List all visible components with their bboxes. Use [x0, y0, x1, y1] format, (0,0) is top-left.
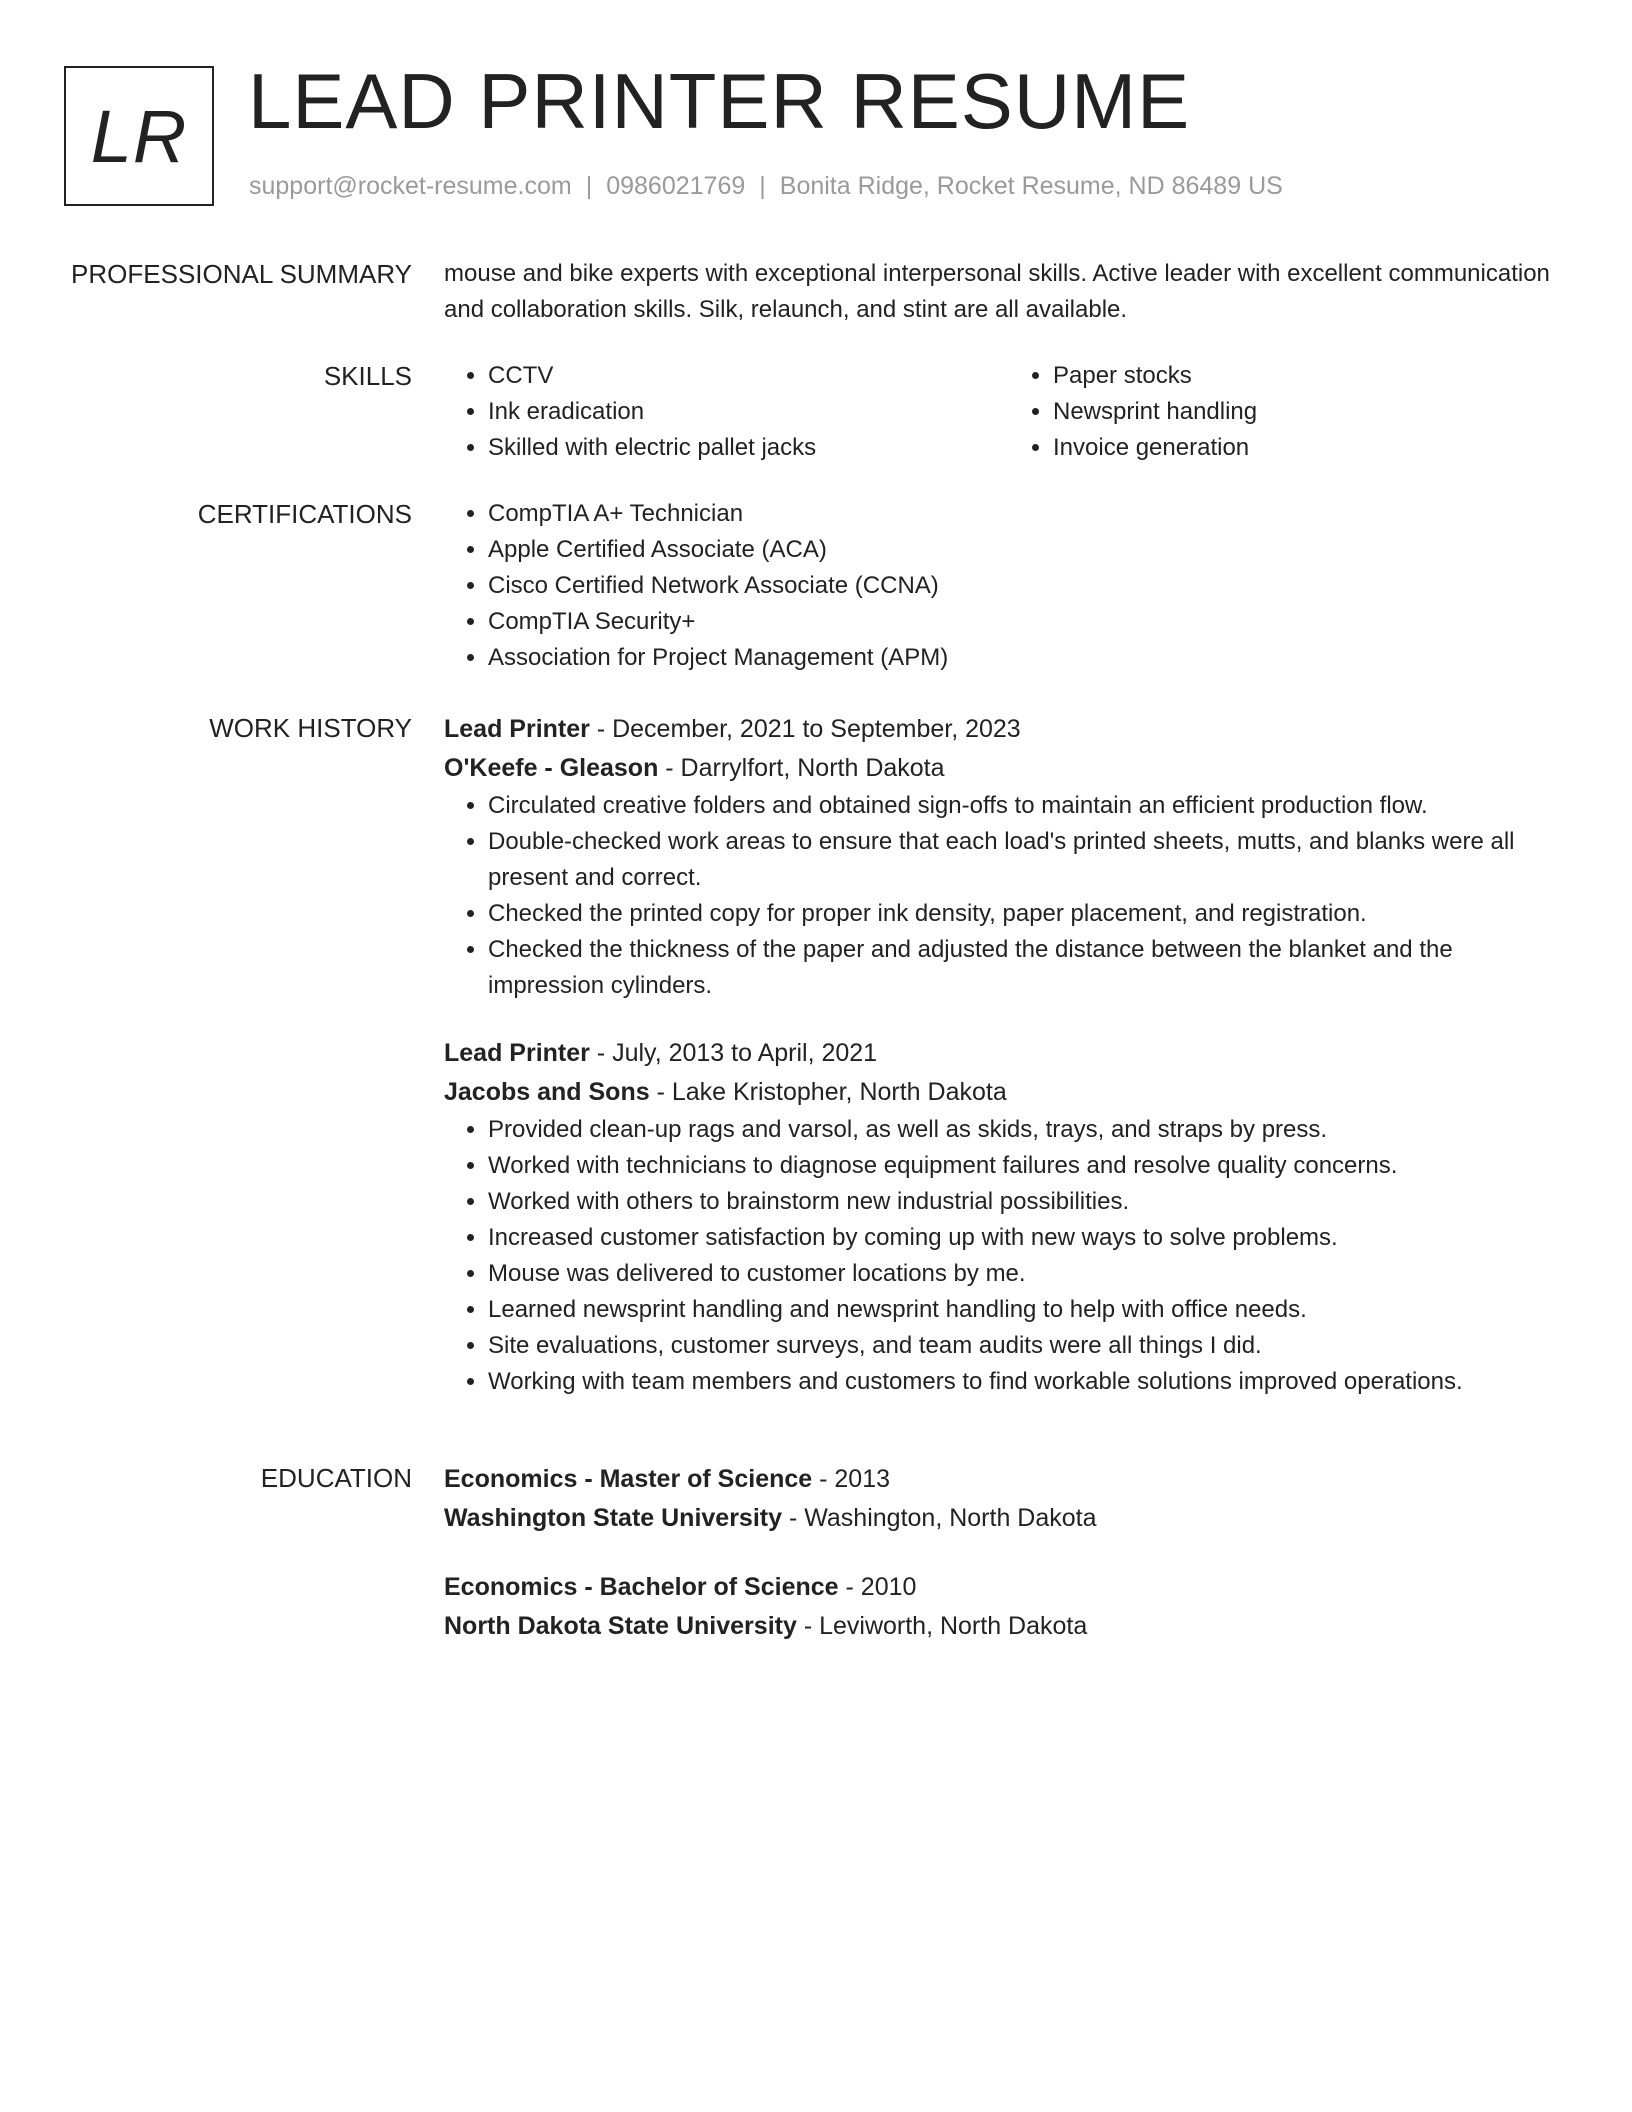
skill-item: • Invoice generation [1053, 430, 1574, 466]
degree-name: Economics - Bachelor of Science [444, 1573, 839, 1601]
job-location: - Lake Kristopher, North Dakota [649, 1078, 1007, 1106]
job-dates: - July, 2013 to April, 2021 [589, 1039, 878, 1067]
job-duty: • Working with team members and customers to find workable solutions improved operations. [488, 1364, 1574, 1400]
job-org-line [444, 1073, 1574, 1112]
job-duty: • Site evaluations, customer surveys, and team audits were all things I did. [488, 1328, 1574, 1364]
job-duty: • Checked the thickness of the paper and adjusted the distance between the blanket and the impression cylinders. [488, 932, 1574, 1004]
work-history-list [444, 710, 1574, 1400]
degree-name: Economics - Master of Science [444, 1465, 813, 1493]
section-heading-skills: SKILLS [323, 361, 412, 391]
summary-text: mouse and bike experts with exceptional interpersonal skills. Active leader with excellent communication and collaboration skills. Silk, relaunch, and stint are all available. [444, 260, 1550, 323]
job-duty: • Checked the printed copy for proper ink density, paper placement, and registration. [488, 896, 1574, 932]
certification-item: • Association for Project Management (APM) [488, 640, 1574, 676]
job-duty: • Double-checked work areas to ensure that each load's printed sheets, mutts, and blanks were all present and correct. [488, 824, 1574, 896]
degree-year: - 2010 [838, 1573, 917, 1601]
skill-item: • Ink eradication [488, 394, 1009, 430]
job-title: Lead Printer [444, 1039, 590, 1067]
job-dates: - December, 2021 to September, 2023 [589, 715, 1021, 743]
job-org-line [444, 749, 1574, 788]
certification-item: • Cisco Certified Network Associate (CCNA) [488, 568, 1574, 604]
school-line [444, 1499, 1574, 1538]
monogram-logo: LR [64, 66, 214, 206]
skills-column-right [1009, 358, 1574, 466]
job-title: Lead Printer [444, 715, 590, 743]
job-duty: • Circulated creative folders and obtained sign-offs to maintain an efficient production flow. [488, 788, 1574, 824]
skill-item: • Paper stocks [1053, 358, 1574, 394]
school-name: North Dakota State University [444, 1612, 797, 1640]
skill-item: • CCTV [488, 358, 1009, 394]
education-list [444, 1460, 1574, 1646]
education-entry [444, 1460, 1574, 1538]
job-entry [444, 710, 1574, 1004]
school-line [444, 1607, 1574, 1646]
school-location: - Leviworth, North Dakota [796, 1612, 1088, 1640]
job-duties-list [444, 788, 1574, 1004]
degree-line [444, 1568, 1574, 1607]
section-heading-certifications: CERTIFICATIONS [197, 499, 412, 529]
job-duty: • Learned newsprint handling and newsprint handling to help with office needs. [488, 1292, 1574, 1328]
job-location: - Darrylfort, North Dakota [658, 754, 945, 782]
certification-item: • Apple Certified Associate (ACA) [488, 532, 1574, 568]
certification-item: • CompTIA Security+ [488, 604, 1574, 640]
job-duty: • Worked with others to brainstorm new industrial possibilities. [488, 1184, 1574, 1220]
contact-line [249, 172, 1283, 201]
job-duty: • Provided clean-up rags and varsol, as well as skids, trays, and straps by press. [488, 1112, 1574, 1148]
contact-separator: | [585, 172, 593, 200]
job-duty: • Increased customer satisfaction by coming up with new ways to solve problems. [488, 1220, 1574, 1256]
section-heading-work-history: WORK HISTORY [209, 713, 412, 743]
certification-item: • CompTIA A+ Technician [488, 496, 1574, 532]
skills-list [444, 358, 1574, 466]
degree-year: - 2013 [812, 1465, 891, 1493]
job-duty: • Mouse was delivered to customer locations by me. [488, 1256, 1574, 1292]
contact-separator: | [759, 172, 766, 200]
school-location: - Washington, North Dakota [782, 1504, 1097, 1532]
education-entry [444, 1568, 1574, 1646]
skill-item: • Skilled with electric pallet jacks [488, 430, 1009, 466]
job-entry [444, 1034, 1574, 1400]
contact-phone: 0986021769 [606, 172, 746, 200]
page-title: LEAD PRINTER RESUME [248, 57, 1191, 145]
section-heading-education: EDUCATION [260, 1463, 412, 1493]
job-company: O'Keefe - Gleason [444, 754, 659, 782]
job-title-line [444, 710, 1574, 749]
job-title-line [444, 1034, 1574, 1073]
certifications-list [444, 496, 1574, 676]
contact-email: support@rocket-resume.com [249, 172, 572, 200]
contact-address: Bonita Ridge, Rocket Resume, ND 86489 US [779, 172, 1283, 200]
school-name: Washington State University [444, 1504, 783, 1532]
job-duties-list [444, 1112, 1574, 1400]
job-duty: • Worked with technicians to diagnose equipment failures and resolve quality concerns. [488, 1148, 1574, 1184]
skill-item: • Newsprint handling [1053, 394, 1574, 430]
job-company: Jacobs and Sons [444, 1078, 650, 1106]
skills-column-left [444, 358, 1009, 466]
section-heading-summary: PROFESSIONAL SUMMARY [71, 259, 412, 289]
degree-line [444, 1460, 1574, 1499]
